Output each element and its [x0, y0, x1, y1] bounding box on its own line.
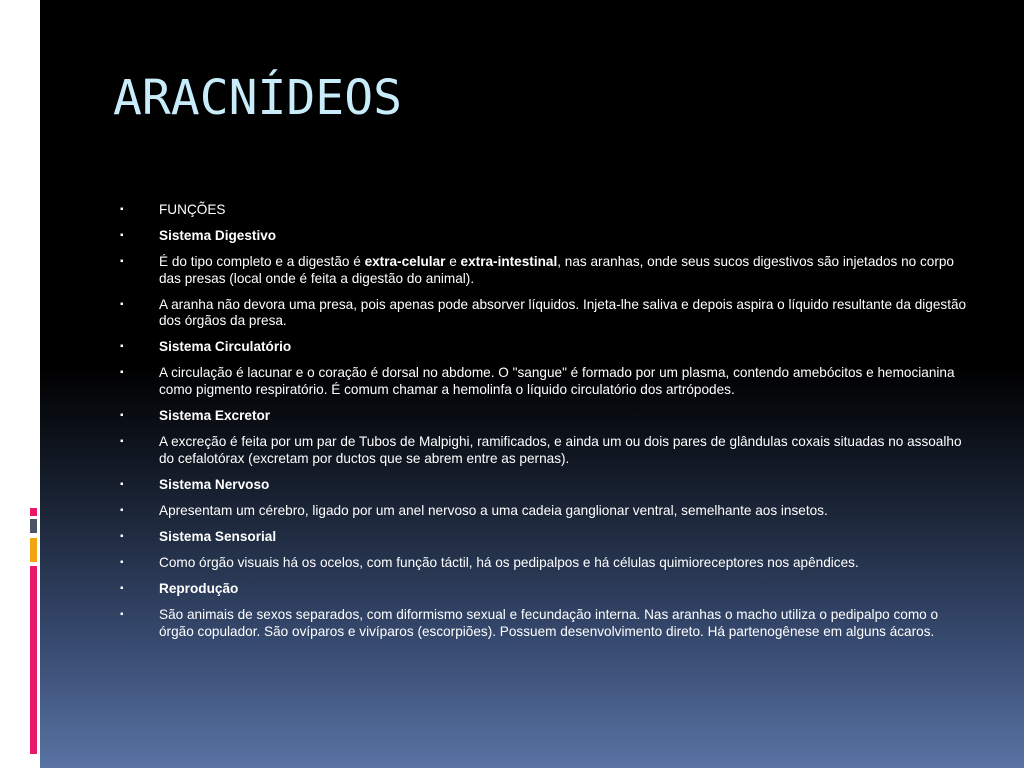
list-item: [120, 365, 970, 398]
list-item: [120, 254, 970, 287]
bold-term-extra-intestinal: extra-intestinal: [460, 254, 558, 270]
list-item-text: A excreção é feita por um par de Tubos de Malpighi, ramificados, e ainda um ou dois pares de glândulas coxais situadas no assoalho do cefalotórax (excretam por ductos que se abrem entre as pernas).: [159, 434, 962, 466]
section-heading-text: Reprodução: [159, 581, 239, 597]
text-run: e: [445, 254, 461, 270]
bold-term-extra-celular: extra-celular: [364, 254, 446, 270]
accent-bar-gray: [30, 519, 37, 533]
section-heading-excretor: [120, 408, 970, 425]
list-item-text: FUNÇÕES: [159, 202, 226, 217]
bullet-icon: ▪: [120, 230, 124, 242]
bullet-icon: ▪: [120, 557, 124, 569]
bullet-icon: ▪: [120, 583, 124, 595]
bullet-icon: ▪: [120, 609, 124, 621]
section-heading-text: Sistema Sensorial: [159, 528, 277, 544]
bullet-icon: ▪: [120, 504, 124, 516]
bullet-icon: ▪: [120, 341, 124, 353]
slide: [40, 0, 1024, 768]
section-heading-text: Sistema Circulatório: [159, 339, 292, 355]
accent-bar-pink-long: [30, 566, 37, 754]
list-item-text: Apresentam um cérebro, ligado por um anel nervoso a uma cadeia ganglionar ventral, semelhante aos insetos.: [159, 502, 828, 518]
bullet-icon: ▪: [120, 256, 124, 268]
accent-bar-orange: [30, 538, 37, 562]
text-run: , nas aranhas, onde seus sucos digestivos são injetados no corpo das presas (local onde é feita a digestão do animal).: [159, 254, 954, 286]
section-heading-reproducao: [120, 581, 970, 598]
section-heading-nervoso: [120, 477, 970, 494]
text-run: É do tipo completo e a digestão é: [159, 254, 365, 270]
section-heading-text: Sistema Digestivo: [159, 228, 277, 244]
bullet-icon: ▪: [120, 436, 124, 448]
list-item: [120, 297, 970, 330]
content-list: [120, 202, 970, 650]
list-item-text: Como órgão visuais há os ocelos, com função táctil, há os pedipalpos e há células quimioreceptores nos apêndices.: [159, 555, 859, 571]
bullet-icon: ▪: [120, 410, 124, 422]
bullet-icon: ▪: [120, 204, 124, 215]
section-heading-sensorial: [120, 529, 970, 546]
section-heading-text: Sistema Excretor: [159, 408, 271, 424]
list-item: [120, 607, 970, 640]
bullet-icon: ▪: [120, 530, 124, 542]
list-item-text: [159, 254, 954, 286]
list-item: [120, 503, 970, 520]
list-item: [120, 555, 970, 572]
section-heading-circulatorio: [120, 339, 970, 356]
list-item: [120, 434, 970, 467]
bullet-icon: ▪: [120, 298, 124, 310]
list-item: [120, 202, 970, 219]
slide-title: ARACNÍDEOS: [113, 70, 402, 126]
list-item-text: A circulação é lacunar e o coração é dorsal no abdome. O "sangue" é formado por um plasma, contendo amebócitos e hemocianina como pigmento respiratório. É comum chamar a hemolinfa o líquido circulatório dos artrópodes.: [159, 365, 955, 397]
bullet-icon: ▪: [120, 367, 124, 379]
bullet-icon: ▪: [120, 478, 124, 490]
section-heading-digestivo: [120, 228, 970, 245]
section-heading-text: Sistema Nervoso: [159, 476, 270, 492]
accent-bar-pink-top: [30, 508, 37, 516]
list-item-text: A aranha não devora uma presa, pois apenas pode absorver líquidos. Injeta-lhe saliva e depois aspira o líquido resultante da digestão dos órgãos da presa.: [159, 296, 967, 329]
list-item-text: São animais de sexos separados, com diformismo sexual e fecundação interna. Nas aranhas o macho utiliza o pedipalpo como o órgão copulador. São ovíparos e vivíparos (escorpiões). Possuem desenvolvimento direto. Há partenogênese em alguns ácaros.: [159, 607, 939, 639]
